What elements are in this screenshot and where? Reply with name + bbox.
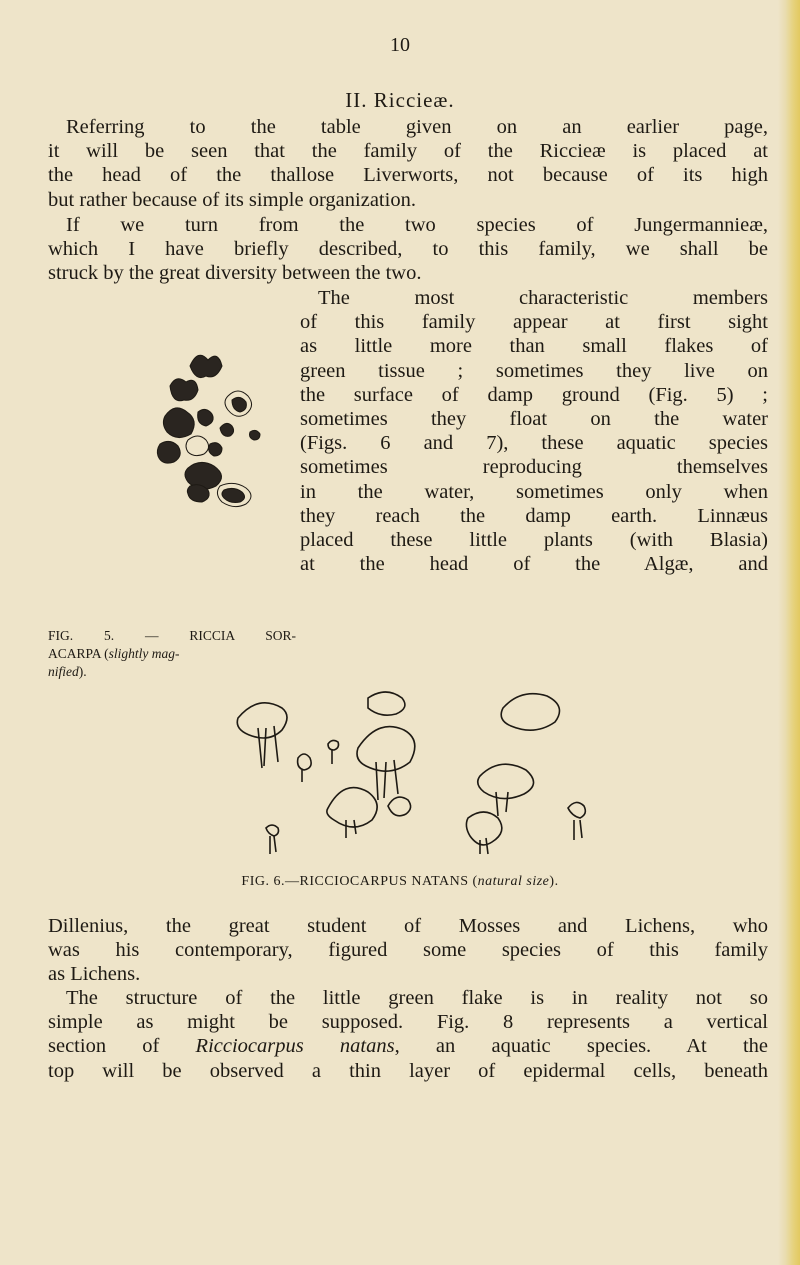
paragraph-4 [48, 986, 768, 1083]
section-title: II. Ricciеæ. [345, 88, 455, 112]
fig5-caption-text: ACARPA ( [48, 646, 109, 661]
fig5-caption-line-1: FIG. 5. — RICCIA SOR- [48, 628, 296, 643]
paragraph-2-line: struck by the great diversity between the two. [48, 262, 422, 285]
paragraph-4-italic: Ricciocarpus natans [195, 1035, 395, 1058]
right-column-line: in the water, sometimes only when [300, 480, 768, 503]
right-column-line: The most characteristic members [318, 287, 768, 309]
paragraph-4-text: section of [48, 1035, 196, 1058]
paragraph-4-text: , an aquatic species. At the [394, 1035, 768, 1058]
paragraph-3 [48, 914, 768, 987]
fig6-caption-italic: natural size [477, 874, 550, 889]
right-column-line: at the head of the Algæ, and [300, 553, 768, 576]
paragraph-3-line: was his contemporary, figured some species of this family [48, 939, 768, 962]
paragraph-4-line: top will be observed a thin layer of epidermal cells, beneath [48, 1059, 768, 1082]
fig6-caption [0, 874, 800, 890]
paragraph-1 [48, 115, 768, 212]
page-edge-shading [778, 0, 800, 1265]
right-column-line: (Figs. 6 and 7), these aquatic species [300, 432, 768, 455]
right-column-line: as little more than small flakes of [300, 335, 768, 358]
paragraph-3-line: Dillenius, the great student of Mosses and Lichens, who [48, 915, 768, 937]
fig5-riccia-illustration [150, 336, 290, 536]
fig6-ricciocarpus-illustration [218, 688, 618, 863]
right-column-line: placed these little plants (with Blasia) [300, 529, 768, 552]
fig5-caption-line-3 [48, 663, 296, 681]
fig6-caption-text: ). [549, 874, 559, 889]
paragraph-1-line: Referring to the table given on an earlier page, [66, 116, 768, 138]
paragraph-1-line: but rather because of its simple organization. [48, 188, 416, 211]
paragraph-1-line: the head of the thallose Liverworts, not because of its high [48, 164, 768, 187]
paragraph-2 [48, 213, 768, 286]
paragraph-4-line [48, 1034, 768, 1058]
fig5-caption-text: ). [78, 664, 87, 679]
paragraph-right-column [300, 286, 768, 576]
fig5-caption-line-2 [48, 645, 296, 663]
right-column-line: sometimes they float on the water [300, 408, 768, 431]
right-column-line: of this family appear at first sight [300, 311, 768, 334]
fig5-caption [48, 627, 296, 681]
right-column-line: green tissue ; sometimes they live on [300, 359, 768, 382]
page-number: 10 [390, 34, 410, 56]
fig5-caption-italic: nified [48, 664, 79, 679]
right-column-line: they reach the damp earth. Linnæus [300, 504, 768, 527]
paragraph-4-line: simple as might be supposed. Fig. 8 represents a vertical [48, 1011, 768, 1034]
paragraph-3-line: as Lichens. [48, 963, 141, 986]
paragraph-2-line: which I have briefly described, to this family, we shall be [48, 238, 768, 261]
fig6-caption-text: FIG. 6.—RICCIOCARPUS NATANS ( [241, 874, 478, 889]
paragraph-4-line: The structure of the little green flake is in reality not so [66, 987, 768, 1009]
fig5-caption-italic: slightly mag- [108, 646, 180, 661]
right-column-line: sometimes reproducing themselves [300, 456, 768, 479]
paragraph-2-line: If we turn from the two species of Jungermannieæ, [66, 214, 768, 236]
paragraph-1-line: it will be seen that the family of the Ricciеæ is placed at [48, 140, 768, 163]
right-column-line: the surface of damp ground (Fig. 5) ; [300, 383, 768, 406]
